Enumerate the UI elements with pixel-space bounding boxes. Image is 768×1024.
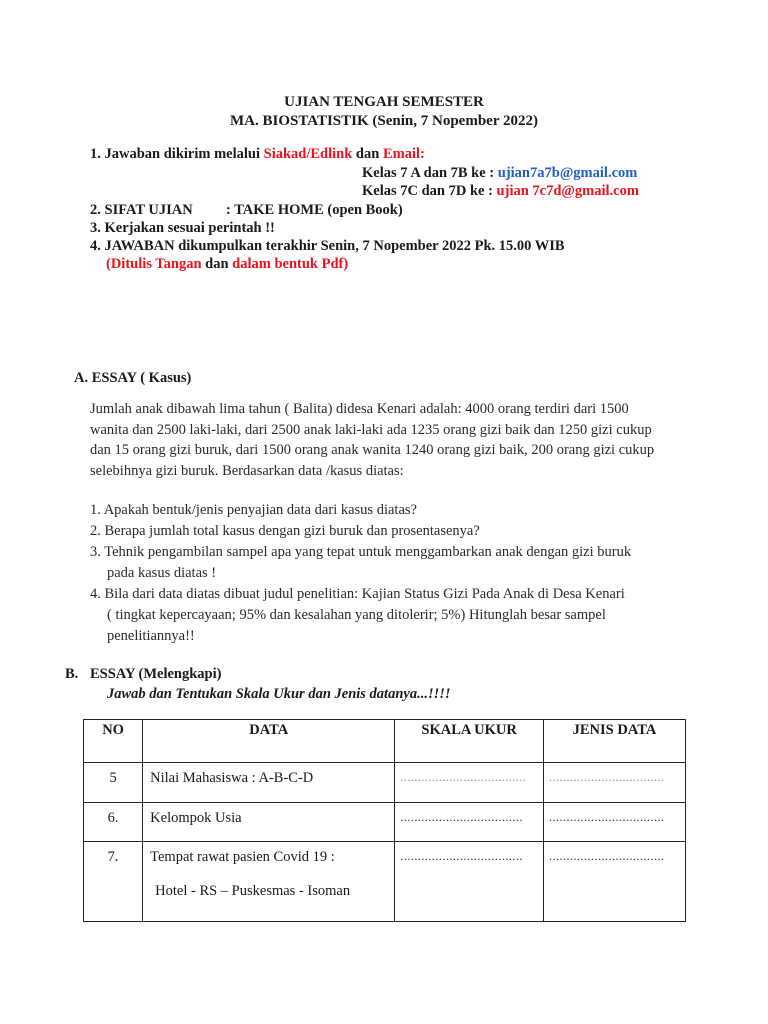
row-data-text: Kelompok Usia [150, 810, 242, 826]
question-3-cont: pada kasus diatas ! [107, 565, 217, 581]
row-no-text: 5 [109, 770, 117, 786]
header-jenis-data: JENIS DATA [543, 720, 685, 763]
exam-title: UJIAN TENGAH SEMESTER [284, 94, 484, 110]
row-data [143, 763, 395, 803]
instruction-2-value: : TAKE HOME (open Book) [226, 202, 403, 218]
row-no-text: 6. [107, 810, 119, 826]
instruction-1-prefix: 1. Jawaban dikirim melalui [90, 146, 260, 162]
row-no [84, 803, 143, 842]
case-paragraph [90, 399, 690, 482]
answer-table [83, 719, 686, 922]
row-data-text: Tempat rawat pasien Covid 19 : [150, 849, 335, 865]
case-line-2: wanita dan 2500 laki-laki, dari 2500 anak laki-laki ada 1235 orang gizi baik dan 1250 gizi cukup [90, 421, 652, 438]
instruction-1-colon: : [420, 146, 425, 162]
section-b-heading: ESSAY (Melengkapi) [90, 666, 222, 682]
skala-blank: ................................... [400, 810, 523, 824]
header-data: DATA [143, 720, 395, 763]
header-no: NO [84, 720, 143, 763]
row-no [84, 763, 143, 803]
instruction-4: 4. JAWABAN dikumpulkan terakhir Senin, 7 Nopember 2022 Pk. 15.00 WIB [90, 238, 565, 254]
row-no [84, 842, 143, 922]
case-line-4: selebihnya gizi buruk. Berdasarkan data /kasus diatas: [90, 463, 404, 480]
row-skala-ukur[interactable] [395, 763, 544, 803]
question-1: 1. Apakah bentuk/jenis penyajian data dari kasus diatas? [90, 502, 417, 518]
section-a-heading: A. ESSAY ( Kasus) [74, 370, 192, 386]
instruction-5-dan: dan [205, 256, 229, 272]
instruction-1-dan: dan [355, 146, 380, 162]
question-2: 2. Berapa jumlah total kasus dengan gizi buruk dan prosentasenya? [90, 523, 480, 539]
section-b-instruction: Jawab dan Tentukan Skala Ukur dan Jenis datanya...!!!! [107, 686, 451, 702]
row-skala-ukur[interactable] [395, 803, 544, 842]
question-4: 4. Bila dari data diatas dibuat judul penelitian: Kajian Status Gizi Pada Anak di Desa Kenari [90, 586, 625, 602]
row-skala-ukur[interactable] [395, 842, 544, 922]
row-data-text: Nilai Mahasiswa : A-B-C-D [150, 770, 314, 786]
case-line-3: dan 15 orang gizi buruk, dari 1500 orang anak wanita 1240 orang gizi baik, 200 orang gizi cukup [90, 442, 655, 459]
row-jenis-data[interactable] [543, 803, 685, 842]
skala-blank: ................................... [400, 849, 523, 863]
kelas-7a-email: ujian7a7b@gmail.com [497, 165, 638, 181]
table-row [84, 763, 686, 803]
row-data [143, 842, 395, 922]
row-jenis-data[interactable] [543, 842, 685, 922]
instruction-5 [106, 256, 348, 273]
question-4-cont-2: penelitiannya!! [107, 628, 195, 644]
case-line-1: Jumlah anak dibawah lima tahun ( Balita) didesa Kenari adalah: 4000 orang terdiri dari 1500 [90, 401, 629, 417]
header-skala-ukur: SKALA UKUR [395, 720, 544, 763]
instruction-1-siakad: Siakad/Edlink [263, 146, 353, 162]
instruction-2-label: 2. SIFAT UJIAN [90, 202, 193, 218]
table-row [84, 842, 686, 922]
exam-subtitle: MA. BIOSTATISTIK (Senin, 7 Nopember 2022) [230, 113, 538, 129]
kelas-7a-label: Kelas 7 A dan 7B ke : [362, 165, 495, 181]
table-header-row [84, 720, 686, 763]
kelas-7a-line [362, 165, 637, 182]
row-data-text-2: Hotel - RS – Puskesmas - Isoman [155, 883, 351, 899]
instruction-3: 3. Kerjakan sesuai perintah !! [90, 220, 275, 236]
kelas-7c-email: ujian 7c7d@gmail.com [496, 183, 639, 199]
row-jenis-data[interactable] [543, 763, 685, 803]
instruction-1-email: Email [382, 146, 420, 162]
jenis-blank: ................................. [548, 849, 665, 863]
section-b-letter: B. [65, 666, 79, 682]
row-data [143, 803, 395, 842]
row-no-text: 7. [107, 849, 119, 865]
kelas-7c-line [362, 183, 639, 200]
instruction-5-handwritten: (Ditulis Tangan [106, 256, 202, 272]
skala-blank: .................................... [400, 770, 527, 784]
question-3: 3. Tehnik pengambilan sampel apa yang tepat untuk menggambarkan anak dengan gizi buruk [90, 544, 632, 560]
jenis-blank: ................................. [548, 770, 665, 784]
instruction-1 [90, 146, 425, 163]
question-4-cont-1: ( tingkat kepercayaan; 95% dan kesalahan yang ditolerir; 5%) Hitunglah besar sampel [107, 607, 606, 623]
table-row [84, 803, 686, 842]
kelas-7c-label: Kelas 7C dan 7D ke : [362, 183, 493, 199]
jenis-blank: ................................. [548, 810, 665, 824]
instruction-5-pdf: dalam bentuk Pdf) [232, 256, 349, 272]
